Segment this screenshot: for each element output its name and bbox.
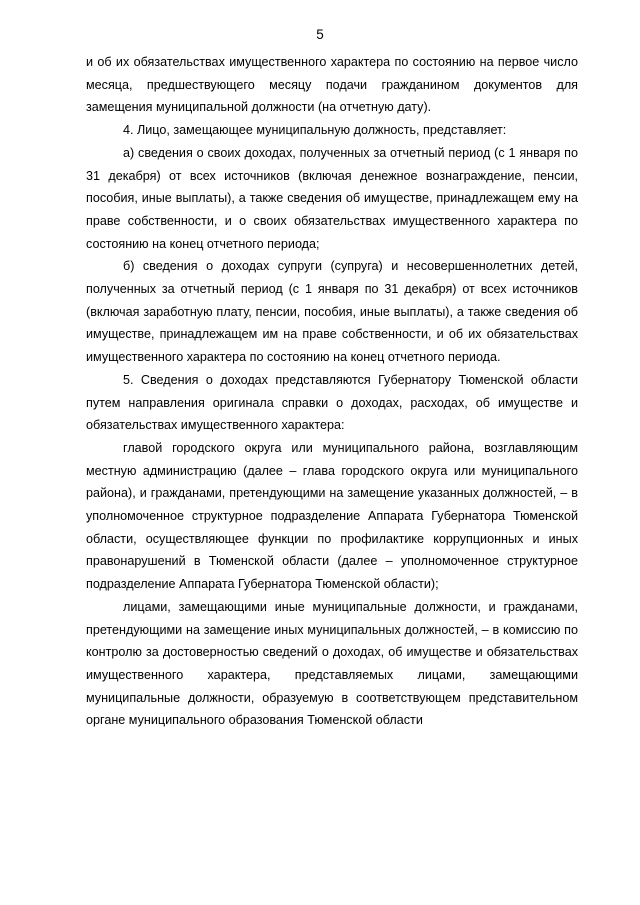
paragraph-item-5: 5. Сведения о доходах представляются Губернатору Тюменской области путем направления оригинала справки о доходах, расходах, об имуществе и обязательствах имущественного характера: xyxy=(86,372,578,433)
document-body xyxy=(86,51,578,732)
paragraph-subitem-a: а) сведения о своих доходах, полученных за отчетный период (с 1 января по 31 декабря) от всех источников (включая денежное вознаграждение, пенсии, пособия, иные выплаты), а также сведения об имуществе, принадлежащем ему на праве собственности, и о своих обязательствах имущественного характера по состоянию на конец отчетного периода; xyxy=(86,145,578,251)
page-number: 5 xyxy=(316,27,324,42)
paragraph-subitem-b: б) сведения о доходах супруги (супруга) и несовершеннолетних детей, полученных за отчетный период (с 1 января по 31 декабря) от всех источников (включая заработную плату, пенсии, пособия, иные выплаты), а также сведения об имуществе, принадлежащем им на праве собственности, и об их обязательствах имущественного характера по состоянию на конец отчетного периода. xyxy=(86,259,578,365)
paragraph-item-4: 4. Лицо, замещающее муниципальную должность, представляет: xyxy=(123,123,507,138)
paragraph-other-officials: лицами, замещающими иные муниципальные должности, и гражданами, претендующими на замещение иных муниципальных должностей, – в комиссию по контролю за достоверностью сведений о доходах, об имуществе и обязательствах имущественного характера, представляемых лицами, замещающими муниципальные должности, образуемую в соответствующем представительном органе муниципального образования Тюменской области xyxy=(86,599,578,728)
paragraph-head-of-district: главой городского округа или муниципального района, возглавляющим местную администрацию (далее – глава городского округа или муниципального района), и гражданами, претендующими на замещение указанных должностей, – в уполномоченное структурное подразделение Аппарата Губернатора Тюменской области, осуществляющее функции по профилактике коррупционных и иных правонарушений в Тюменской области (далее – уполномоченное структурное подразделение Аппарата Губернатора Тюменской области); xyxy=(86,440,578,592)
paragraph-continuation: и об их обязательствах имущественного характера по состоянию на первое число месяца, предшествующего месяцу подачи гражданином документов для замещения муниципальной должности (на отчетную дату). xyxy=(86,55,578,115)
